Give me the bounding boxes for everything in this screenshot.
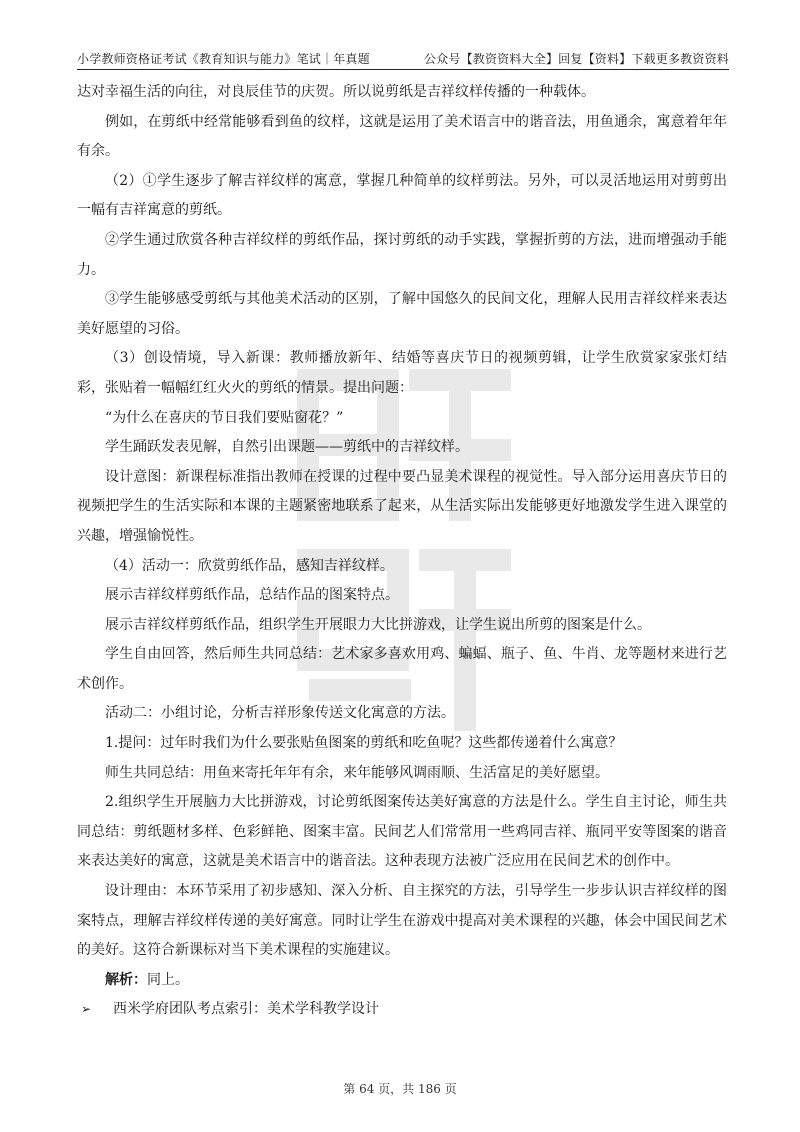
paragraph: ③学生能够感受剪纸与其他美术活动的区别，了解中国悠久的民间文化，理解人民用吉祥纹样来表达美好愿望的习俗。 [77,291,727,337]
paragraph: 展示吉祥纹样剪纸作品，组织学生开展眼力大比拼游戏，让学生说出所剪的图案是什么。 [105,616,651,633]
page-number: 第 64 页，共 186 页 [343,1082,457,1096]
header-right-promo: 公众号【教资资料大全】回复【资料】下载更多教资资料 [423,52,729,66]
analysis-label: 解析： [105,971,147,988]
paragraph: 2.组织学生开展脑力大比拼游戏，讨论剪纸图案传达美好寓意的方法是什么。学生自主讨论，师生共同总结：剪纸题材多样、色彩鲜艳、图案丰富。民间艺人们常常用一些鸡同吉祥、瓶同平安等图案的谐音来表达美好的寓意，这就是美术语言中的谐音法。这种表现方法被广泛应用在民间艺术的创作中。 [77,794,727,870]
paragraph: ②学生通过欣赏各种吉祥纹样的剪纸作品，探讨剪纸的动手实践，掌握折剪的方法，进而增强动手能力。 [77,231,727,278]
paragraph: 学生踊跃发表见解，自然引出课题——剪纸中的吉祥纹样。 [105,439,469,456]
paragraph-quote: “为什么在喜庆的节日我们要贴窗花？” [105,409,344,426]
paragraph: （2）①学生逐步了解吉祥纹样的寓意，掌握几种简单的纹样剪法。另外，可以灵活地运用对剪剪出一幅有吉祥寓意的剪纸。 [77,172,727,219]
paragraph: （4）活动一：欣赏剪纸作品，感知吉祥纹样。 [105,557,394,574]
paragraph: 学生自由回答，然后师生共同总结：艺术家多喜欢用鸡、蝙蝠、瓶子、鱼、牛肖、龙等题材来进行艺术创作。 [77,646,727,692]
exam-point-index [77,995,727,1025]
page-content [77,78,727,1025]
paragraph: 例如，在剪纸中经常能够看到鱼的纹样，这就是运用了美术语言中的谐音法，用鱼通余，寓意着年年有余。 [77,113,727,160]
analysis-line [77,966,727,996]
page-header [77,45,729,70]
paragraph: 活动二：小组讨论，分析吉祥形象传送文化寓意的方法。 [105,705,455,722]
paragraph: 设计意图：新课程标准指出教师在授课的过程中要凸显美术课程的视觉性。导入部分运用喜庆节日的视频把学生的生活实际和本课的主题紧密地联系了起来，从生活实际出发能够更好地激发学生进入课堂的兴趣，增强愉悦性。 [77,468,727,544]
paragraph: 达对幸福生活的向往，对良辰佳节的庆贺。所以说剪纸是吉祥纹样传播的一种载体。 [77,84,595,100]
paragraph: （3）创设情境，导入新课：教师播放新年、结婚等喜庆节日的视频剪辑，让学生欣赏家家张灯结彩，张贴着一幅幅红红火火的剪纸的情景。提出问题： [77,350,727,396]
paragraph: 1.提问：过年时我们为什么要张贴鱼图案的剪纸和吃鱼呢？这些都传递着什么寓意？ [105,735,623,752]
paragraph: 师生共同总结：用鱼来寄托年年有余，来年能够风调雨顺、生活富足的美好愿望。 [105,764,609,781]
analysis-text: 同上。 [147,971,189,988]
header-left-title: 小学教师资格证考试《教育知识与能力》笔试｜年真题 [77,52,370,66]
paragraph: 展示吉祥纹样剪纸作品，总结作品的图案特点。 [105,587,399,604]
exam-point-text: 西米学府团队考点索引：美术学科教学设计 [113,1001,379,1018]
arrow-bullet-icon: ➢ [81,1002,92,1017]
paragraph: 设计理由：本环节采用了初步感知、深入分析、自主探究的方法，引导学生一步步认识吉祥纹样的图案特点，理解吉祥纹样传递的美好寓意。同时让学生在游戏中提高对美术课程的兴趣，体会中国民间艺术的美好。这符合新课标对当下美术课程的实施建议。 [77,883,727,959]
